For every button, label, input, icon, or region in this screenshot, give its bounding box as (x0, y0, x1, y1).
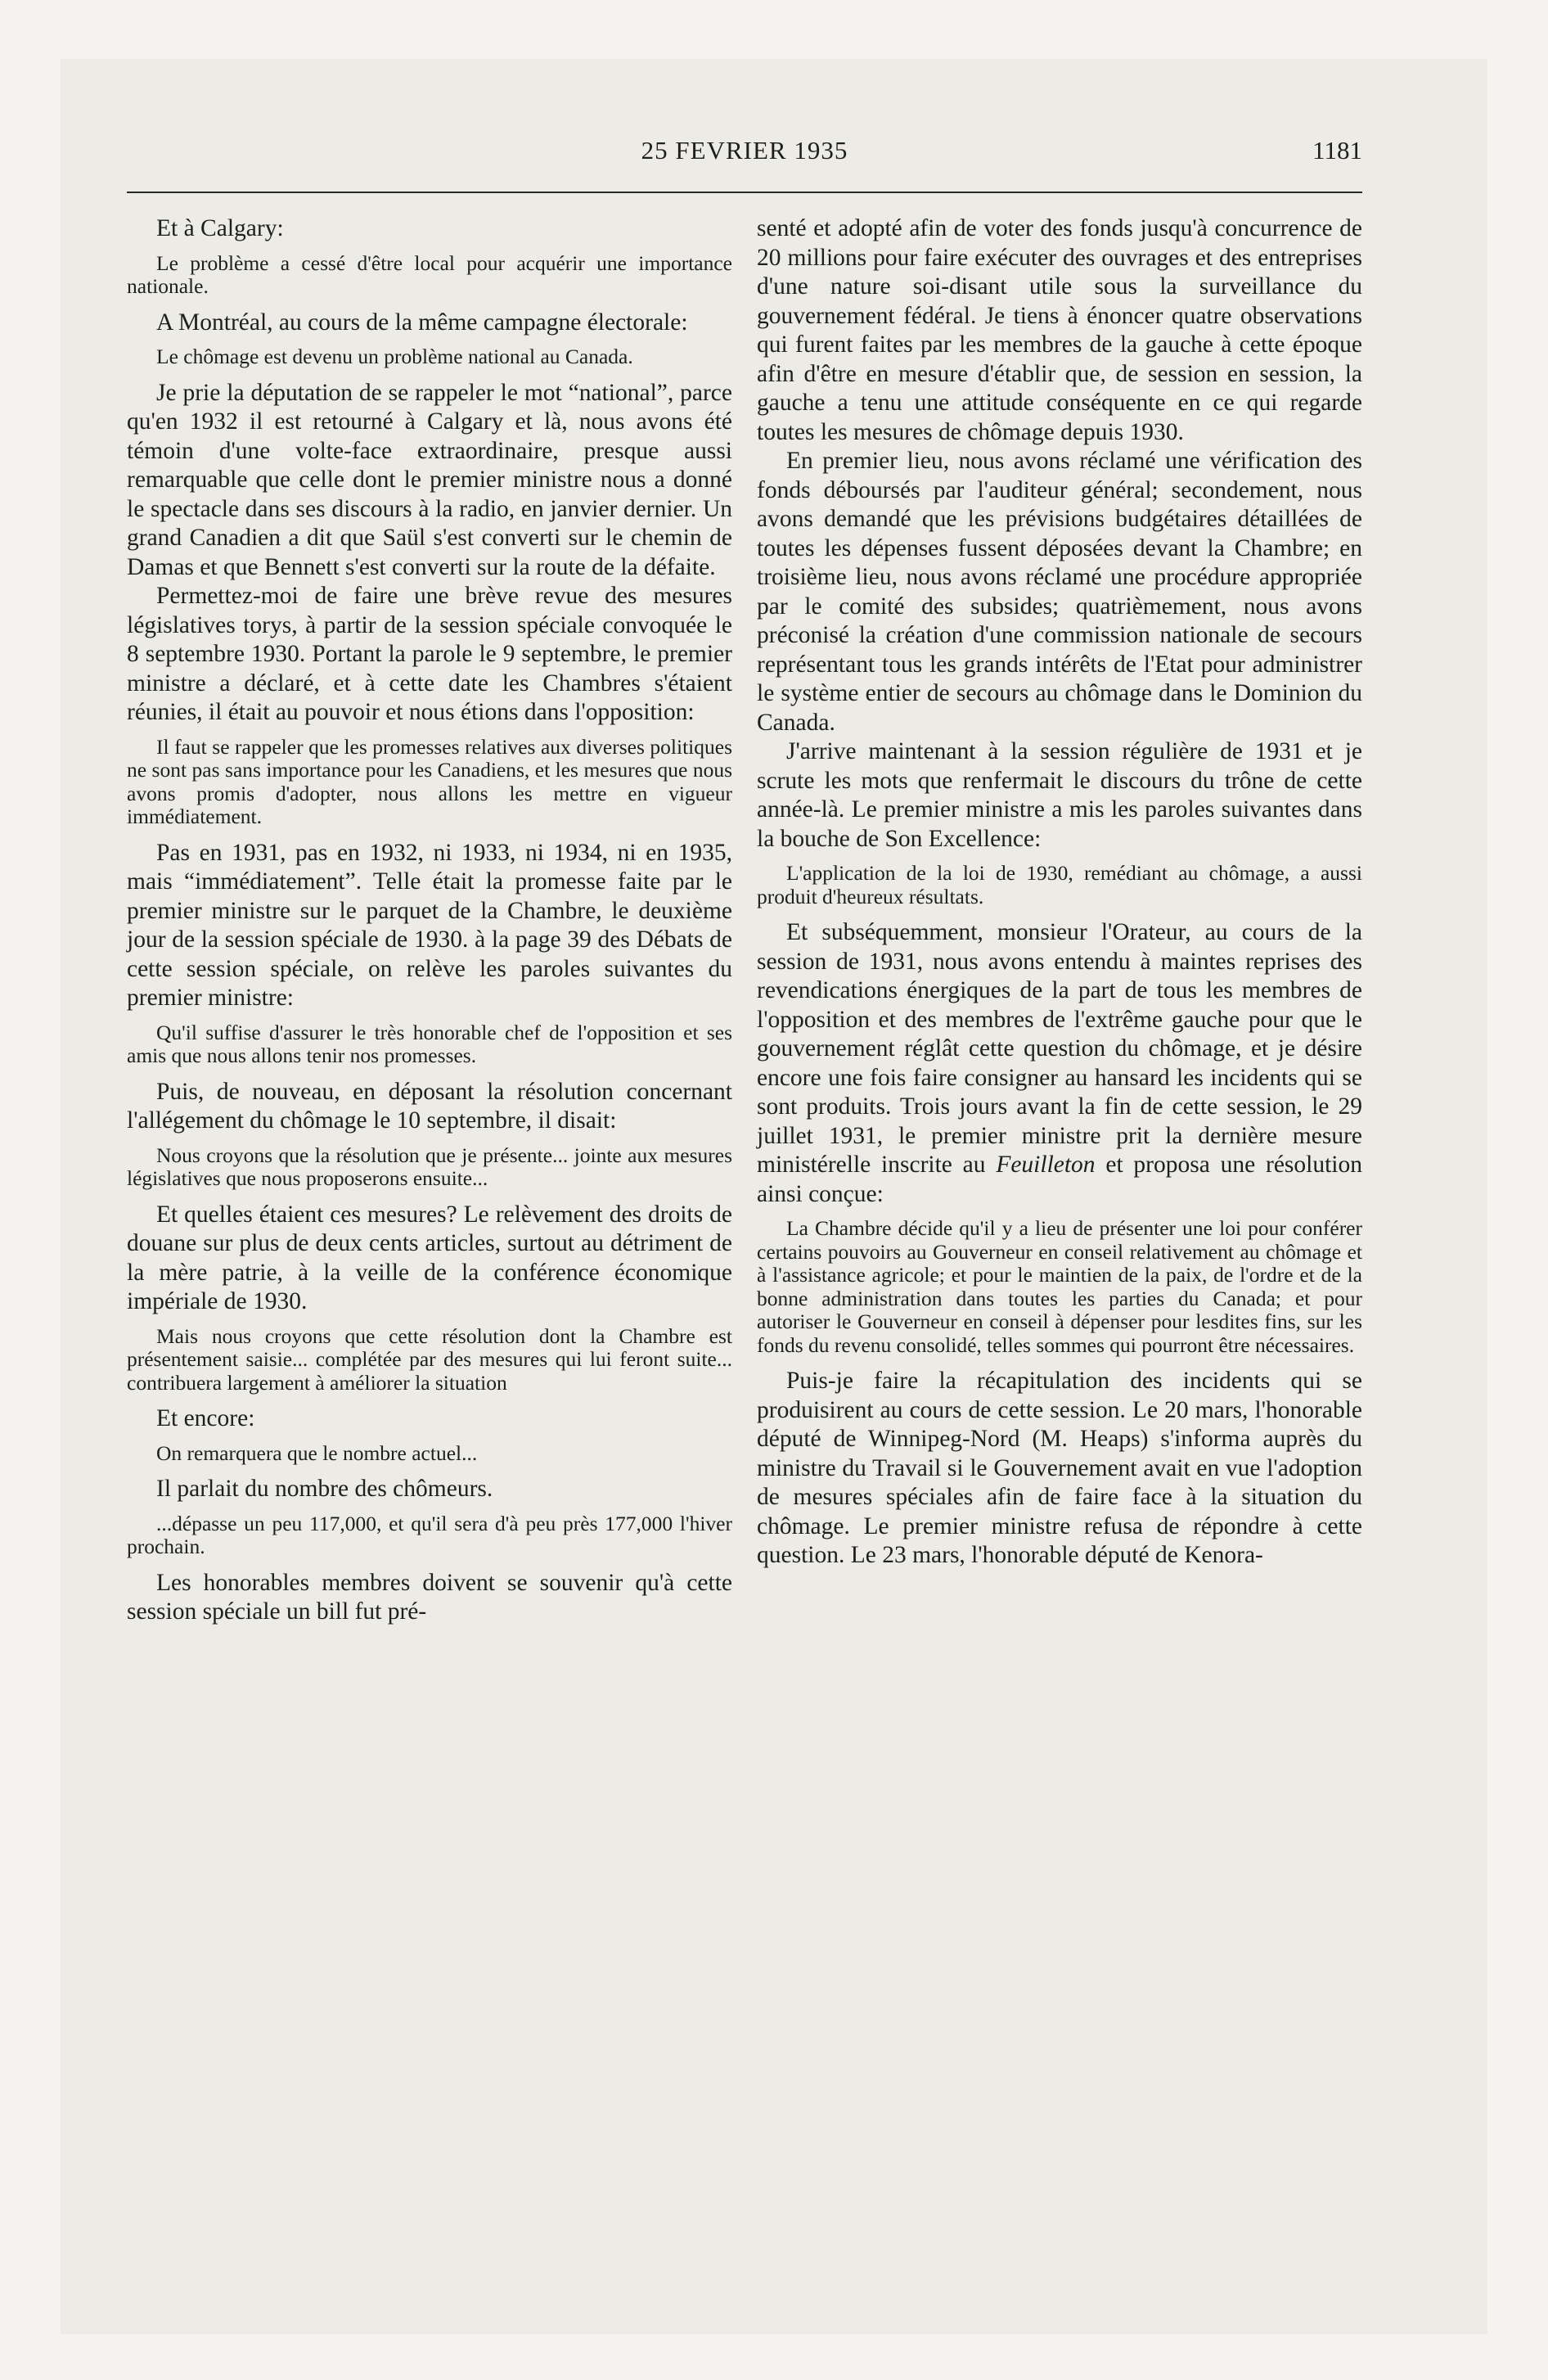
quotation: ...dépasse un peu 117,000, et qu'il sera d'à peu près 177,000 l'hiver prochain. (127, 1511, 732, 1558)
left-column (127, 214, 732, 1627)
paragraph: Et quelles étaient ces mesures? Le relèvement des droits de douane sur plus de deux cents articles, surtout au détriment de la mère patrie, à la veille de la conférence économique impériale de 1930. (127, 1201, 732, 1314)
paragraph: Et à Calgary: (156, 215, 284, 241)
quotation: Qu'il suffise d'assurer le très honorable chef de l'opposition et ses amis que nous allons tenir nos promesses. (127, 1020, 732, 1067)
paragraph: Les honorables membres doivent se souvenir qu'à cette session spéciale un bill fut pré- (127, 1569, 732, 1625)
paragraph: Pas en 1931, pas en 1932, ni 1933, ni 1934, ni en 1935, mais “immédiatement”. Telle était la promesse faite par le premier ministre sur le parquet de la Chambre, le deuxième jour de la session spéciale de 1930. à la page 39 des Débats de cette session spéciale, on relève les paroles suivantes du premier ministre: (127, 839, 732, 1011)
paragraph: senté et adopté afin de voter des fonds jusqu'à concurrence de 20 millions pour faire exécuter des ouvrages et des entreprises d'une nature soi-disant utile sous la surveillance du gouvernement fédéral. Je tiens à énoncer quatre observations qui furent faites par les membres de la gauche à cette époque afin d'être en mesure d'établir que, de session en session, la gauche a tenu une attitude conséquente en ce qui regarde toutes les mesures de chômage depuis 1930. (757, 215, 1362, 445)
paragraph-text: et proposa une résolution ainsi conçue: (757, 1152, 1362, 1207)
paragraph-text: Et subséquemment, monsieur l'Orateur, au cours de la session de 1931, nous avons entendu à maintes reprises des revendications énergiques de la part de tous les membres de l'opposition et des membres de l'extrême gauche pour que le gouvernement réglât cette question du chômage, et je désire encore une fois faire consigner au hansard les incidents qui se sont produits. Trois jours avant la fin de cette session, le 29 juillet 1931, le premier ministre prit la dernière mesure ministérelle inscrite au (757, 919, 1362, 1178)
quotation: Le chômage est devenu un problème national au Canada. (156, 345, 633, 368)
right-column (757, 214, 1362, 1571)
paragraph: Puis-je faire la récapitulation des incidents qui se produisirent au cours de cette session. Le 20 mars, l'honorable député de Winnipeg-Nord (M. Heaps) s'informa auprès du ministre du Travail si le Gouvernement avait en vue l'adoption de mesures spéciales afin de faire face à la situation du chômage. Le premier ministre refusa de répondre à cette question. Le 23 mars, l'honorable député de Kenora- (757, 1368, 1362, 1568)
quotation: Il faut se rappeler que les promesses relatives aux diverses politiques ne sont pas sans importance pour les Canadiens, et les mesures que nous avons promis d'adopter, nous allons les mettre en vigueur immédiatement. (127, 734, 732, 828)
quotation: L'application de la loi de 1930, remédiant au chômage, a aussi produit d'heureux résultats. (757, 861, 1362, 908)
paragraph: En premier lieu, nous avons réclamé une vérification des fonds déboursés par l'auditeur général; secondement, nous avons demandé que les prévisions budgétaires détaillées de toutes les dépenses fussent déposées devant la Chambre; en troisième lieu, nous avons réclamé une procédure appropriée par le comité des subsides; quatrièmement, nous avons préconisé la création d'une commission nationale de secours représentant tous les grands intérêts de l'Etat pour administrer le système entier de secours au chômage dans le Dominion du Canada. (757, 448, 1362, 736)
paragraph: Puis, de nouveau, en déposant la résolution concernant l'allégement du chômage le 10 septembre, il disait: (127, 1078, 732, 1134)
header-date: 25 FEVRIER 1935 (641, 136, 848, 165)
quotation: On remarquera que le nombre actuel... (156, 1440, 478, 1465)
quotation: La Chambre décide qu'il y a lieu de présenter une loi pour conférer certains pouvoirs au Gouverneur en conseil relativement au chômage et à l'assistance agricole; et pour le maintien de la paix, de l'ordre et de la bonne administration dans toutes les parties du Canada; et pour autoriser le Gouverneur en conseil à dépenser pour lesdites fins, sur les fonds du revenu consolidé, telles sommes qui pourront être nécessaires. (757, 1216, 1362, 1357)
paragraph: J'arrive maintenant à la session régulière de 1931 et je scrute les mots que renfermait le discours du trône de cette année-là. Le premier ministre a mis les paroles suivantes dans la bouche de Son Excellence: (757, 738, 1362, 852)
paragraph: Il parlait du nombre des chômeurs. (156, 1476, 493, 1502)
header-rule (127, 192, 1362, 193)
quotation: Nous croyons que la résolution que je présente... jointe aux mesures législatives que nous proposerons ensuite... (127, 1143, 732, 1190)
paragraph (757, 918, 1362, 1209)
page-header (127, 136, 1362, 178)
paragraph: Et encore: (156, 1405, 255, 1431)
page-number: 1181 (1312, 136, 1362, 165)
paragraph: A Montréal, au cours de la même campagne électorale: (156, 309, 688, 336)
quotation: Le problème a cessé d'être local pour acquérir une importance nationale. (127, 250, 732, 298)
feuilleton-italic: Feuilleton (996, 1152, 1096, 1178)
paragraph: Permettez-moi de faire une brève revue des mesures législatives torys, à partir de la session spéciale convoquée le 8 septembre 1930. Portant la parole le 9 septembre, le premier ministre a déclaré, et à cette date les Chambres s'étaient réunies, il était au pouvoir et nous étions dans l'opposition: (127, 583, 732, 725)
quotation: Mais nous croyons que cette résolution dont la Chambre est présentement saisie... complétée par des mesures qui lui feront suite... contribuera largement à améliorer la situation (127, 1323, 732, 1395)
paragraph: Je prie la députation de se rappeler le mot “national”, parce qu'en 1932 il est retourné à Calgary et là, nous avons été témoin d'une volte-face extraordinaire, presque aussi remarquable que celle dont le premier ministre nous a donné le spectacle dans ses discours à la radio, en janvier dernier. Un grand Canadien a dit que Saül s'est converti sur le chemin de Damas et que Bennett s'est converti sur la route de la défaite. (127, 379, 732, 580)
